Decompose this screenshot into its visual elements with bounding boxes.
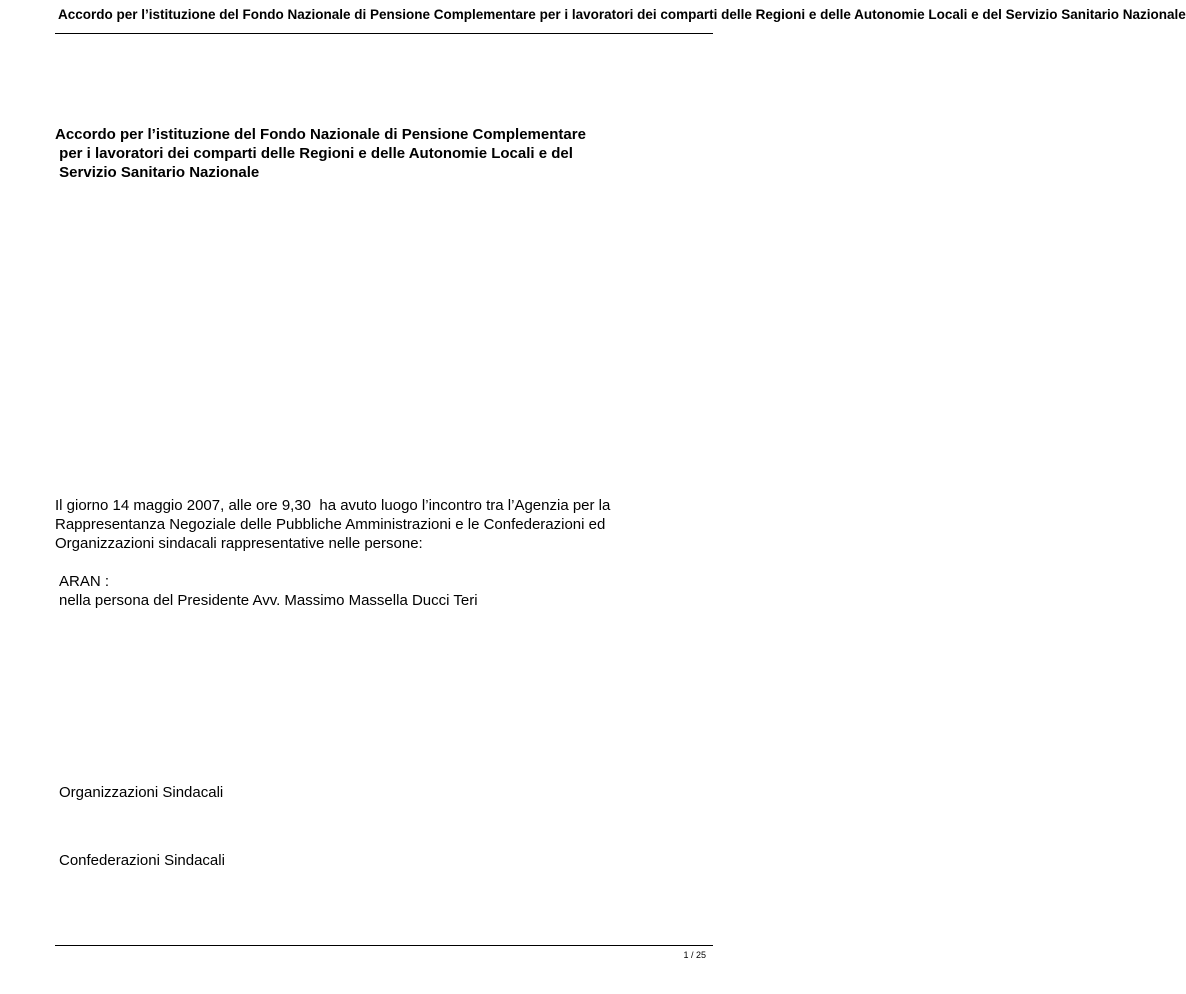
title-line: Servizio Sanitario Nazionale: [55, 164, 260, 181]
intro-line: Rappresentanza Negoziale delle Pubbliche Amministrazioni e le Confederazioni ed: [55, 516, 606, 533]
intro-paragraph: [55, 496, 695, 553]
header-divider: [55, 33, 713, 34]
aran-label: ARAN :: [59, 573, 110, 590]
organizzazioni-sindacali-label: Organizzazioni Sindacali: [59, 784, 224, 801]
title-line: per i lavoratori dei comparti delle Regioni e delle Autonomie Locali e del: [55, 145, 573, 162]
document-title: [55, 125, 675, 182]
aran-person: nella persona del Presidente Avv. Massimo Massella Ducci Teri: [59, 592, 478, 609]
intro-line: Il giorno 14 maggio 2007, alle ore 9,30 ha avuto luogo l’incontro tra l’Agenzia per la: [55, 497, 611, 514]
title-line: Accordo per l’istituzione del Fondo Nazionale di Pensione Complementare: [55, 126, 586, 143]
confederazioni-sindacali-label: Confederazioni Sindacali: [59, 852, 225, 869]
footer-divider: [55, 945, 713, 946]
aran-block: [59, 572, 679, 610]
page-number: 1 / 25: [683, 950, 706, 960]
intro-line: Organizzazioni sindacali rappresentative nelle persone:: [55, 535, 423, 552]
running-header: Accordo per l’istituzione del Fondo Nazionale di Pensione Complementare per i lavoratori dei comparti delle Regioni e delle Autonomie Locali e del Servizio Sanitario Nazionale: [58, 7, 1186, 22]
